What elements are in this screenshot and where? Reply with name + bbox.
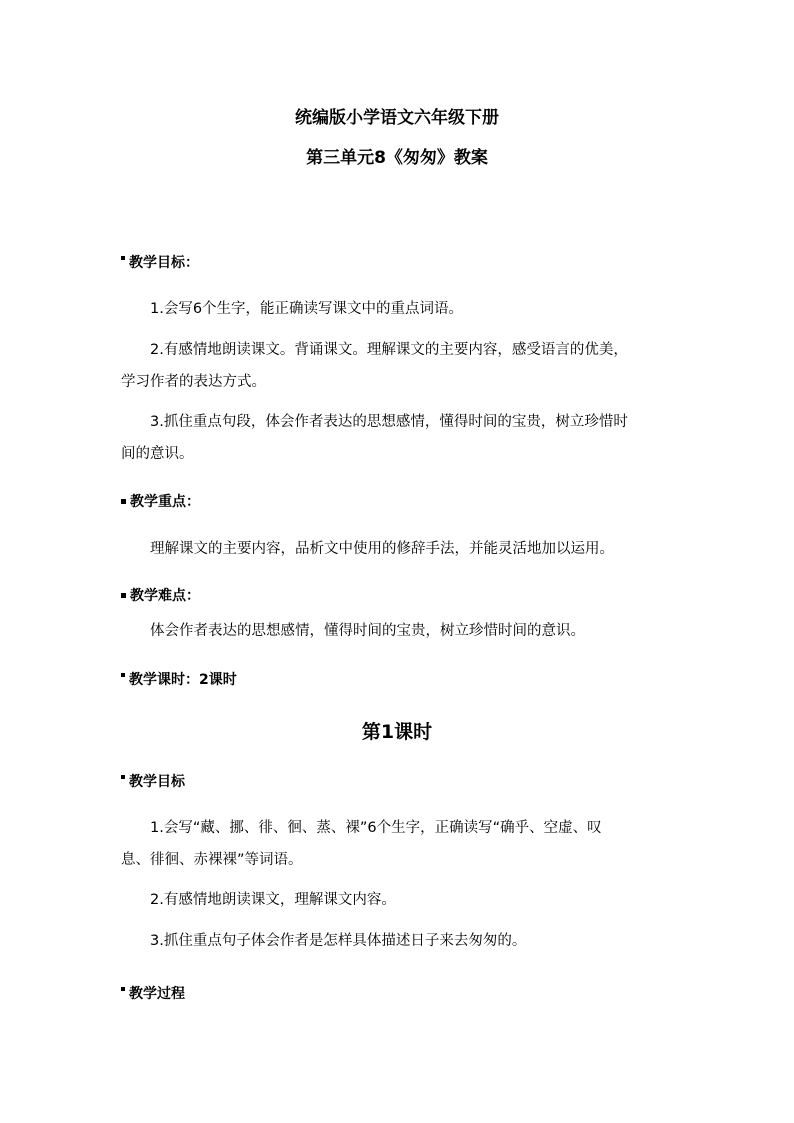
bullet-icon <box>121 499 126 504</box>
lesson-1-goals-heading-text: 教学目标 <box>129 774 185 790</box>
lesson-1-goal-3: 3.抓住重点句子体会作者是怎样具体描述日子来去匆匆的。 <box>150 933 527 949</box>
difficulties-text: 体会作者表达的思想感情，懂得时间的宝贵，树立珍惜时间的意识。 <box>150 623 585 639</box>
document-subtitle: 第三单元8《匆匆》教案 <box>306 148 488 168</box>
difficulties-heading-text: 教学难点： <box>130 588 200 604</box>
hours-heading-text: 教学课时：2课时 <box>129 672 237 688</box>
goal-item-3-line1: 3.抓住重点句段，体会作者表达的思想感情，懂得时间的宝贵，树立珍惜时 <box>150 414 628 430</box>
goals-heading <box>121 256 199 270</box>
bullet-icon <box>121 256 125 260</box>
lesson-1-goal-1-line1: 1.会写“藏、挪、徘、徊、蒸、裸”6个生字，正确读写“确乎、空虚、叹 <box>150 820 602 836</box>
key-points-text: 理解课文的主要内容，品析文中使用的修辞手法，并能灵活地加以运用。 <box>150 541 614 557</box>
bullet-icon <box>121 987 125 991</box>
lesson-1-process-heading <box>121 987 185 1001</box>
lesson-1-process-heading-text: 教学过程 <box>129 986 185 1002</box>
bullet-icon <box>121 775 125 779</box>
document-title: 统编版小学语文六年级下册 <box>295 108 499 128</box>
goal-item-2-line1: 2.有感情地朗读课文。背诵课文。理解课文的主要内容，感受语言的优美， <box>150 342 628 358</box>
difficulties-heading <box>121 589 200 603</box>
hours-heading <box>121 673 237 687</box>
key-points-heading-text: 教学重点： <box>130 494 200 510</box>
key-points-heading <box>121 495 200 509</box>
lesson-1-goal-2: 2.有感情地朗读课文，理解课文内容。 <box>150 892 396 908</box>
bullet-icon <box>121 673 125 677</box>
lesson-1-goals-heading <box>121 775 185 789</box>
bullet-icon <box>121 593 126 598</box>
lesson-1-title: 第1课时 <box>361 721 433 743</box>
goal-item-2-line2: 学习作者的表达方式。 <box>121 374 266 390</box>
goals-heading-text: 教学目标： <box>129 255 199 271</box>
lesson-1-goal-1-line2: 息、徘徊、赤裸裸”等词语。 <box>121 852 303 868</box>
goal-item-3-line2: 间的意识。 <box>121 446 194 462</box>
goal-item-1: 1.会写6个生字，能正确读写课文中的重点词语。 <box>150 301 464 317</box>
